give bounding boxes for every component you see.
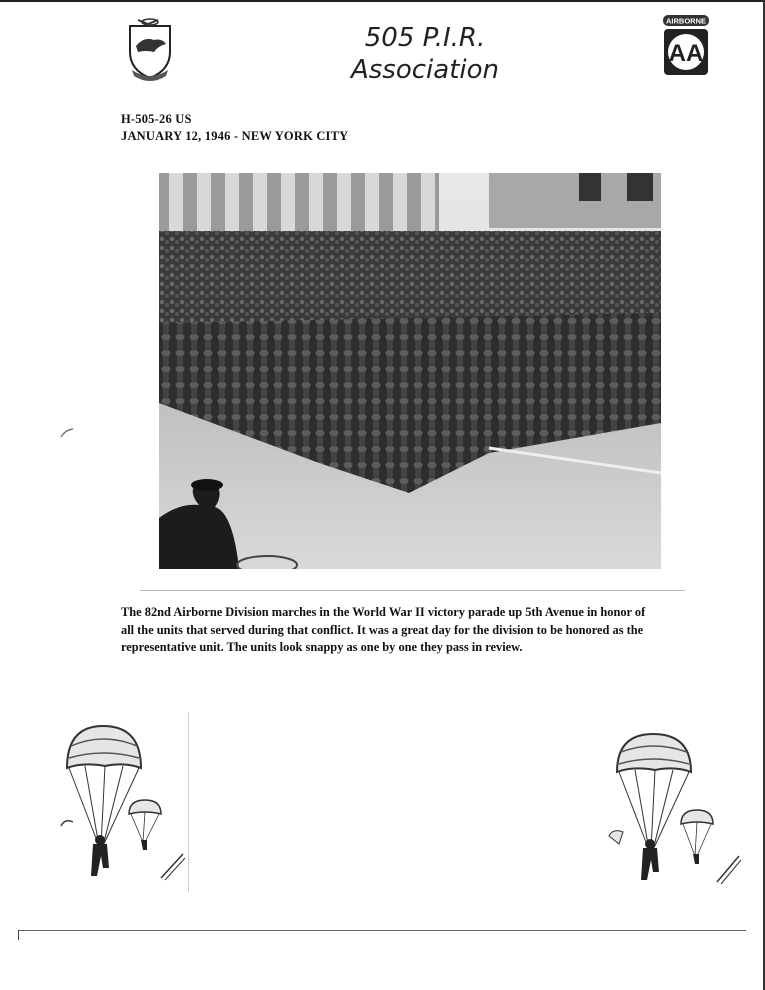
reference-date-location: JANUARY 12, 1946 - NEW YORK CITY: [121, 129, 349, 143]
bottom-rule-tick: [18, 930, 19, 940]
right-parachutist-illustration-icon: [605, 732, 745, 892]
title-line-2: Association: [350, 55, 500, 85]
page-top-edge: [0, 0, 765, 2]
regimental-crest-icon: [124, 16, 176, 82]
left-parachutist-illustration-icon: [55, 722, 195, 892]
bottom-rule: [18, 930, 746, 931]
photo-reference: [121, 111, 348, 145]
patch-tab-text: AIRBORNE: [665, 16, 707, 26]
reference-code: H-505-26 US: [121, 112, 192, 126]
photo-caption: The 82nd Airborne Division marches in the World War II victory parade up 5th Avenue in honor of all the units that served during that conflict. It was a great day for the division to be honored as the representative unit. The units look snappy as one by one they pass in review.: [121, 605, 646, 654]
patch-letters: AA: [668, 40, 704, 67]
airborne-patch-icon: [661, 14, 711, 78]
stray-mark: [60, 428, 74, 438]
parade-photo: [159, 173, 661, 569]
parade-photo-illustration: [159, 173, 661, 569]
title-line-1: 505 P.I.R.: [364, 23, 486, 53]
association-title: [330, 22, 520, 86]
caption-divider: [140, 590, 685, 591]
